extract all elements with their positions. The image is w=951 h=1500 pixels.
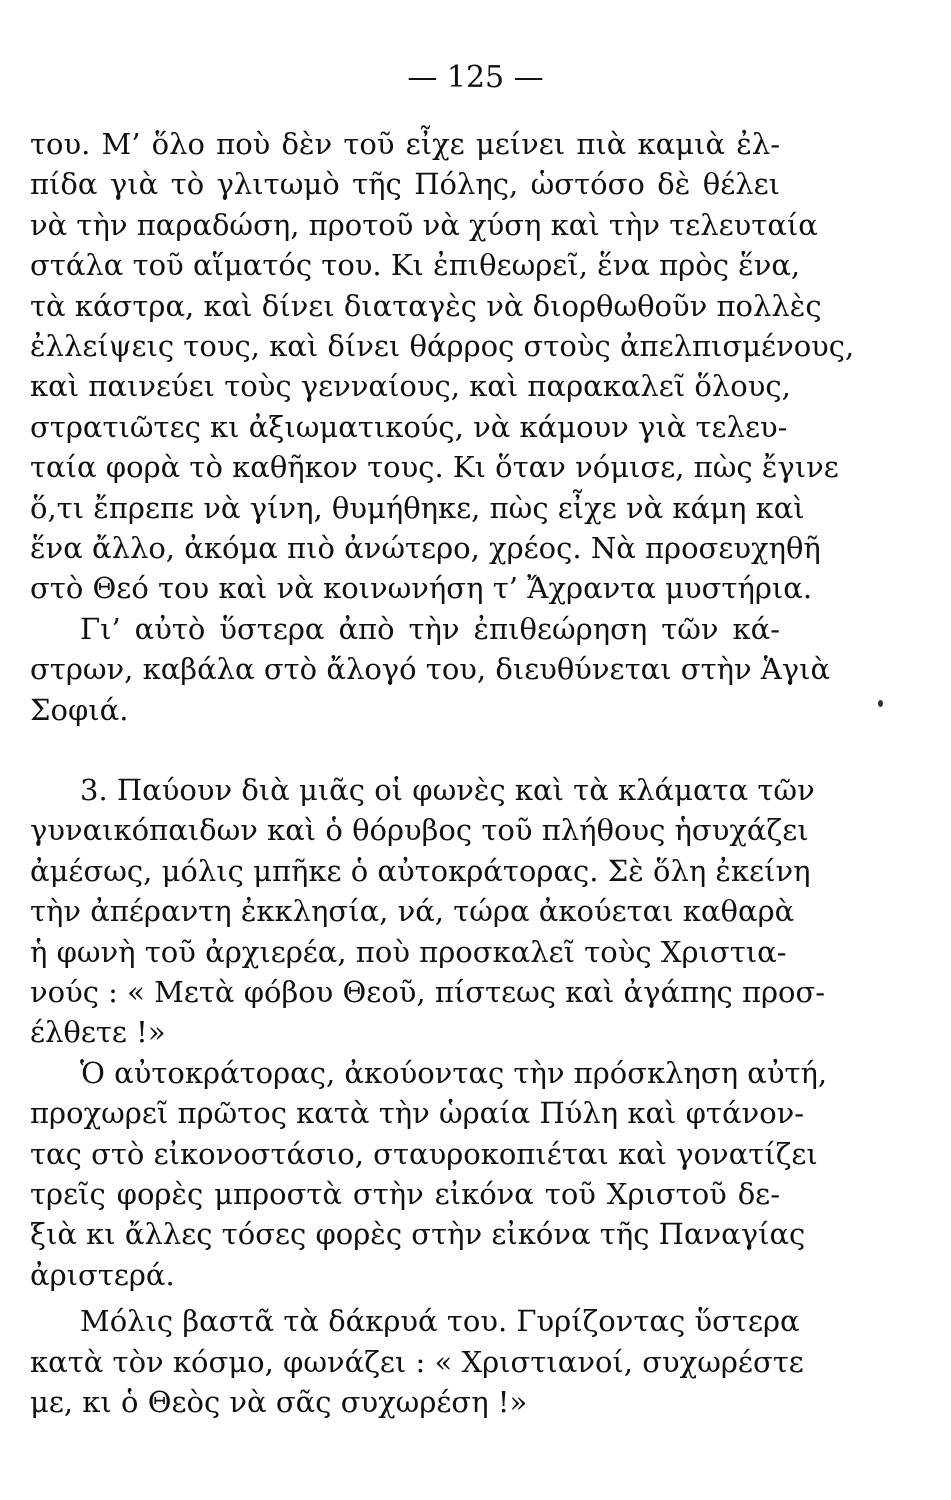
- text-line: καὶ παινεύει τοὺς γενναίους, καὶ παρακαλεῖ ὅλους,: [30, 369, 791, 403]
- text-line: πίδα γιὰ τὸ γλιτωμὸ τῆς Πόλης, ὡστόσο δὲ θέλει: [30, 167, 780, 201]
- text-line: ἐλλείψεις τους, καὶ δίνει θάρρος στοὺς ἀπελπισμένους,: [30, 329, 855, 363]
- text-line: νὰ τὴν παραδώση, προτοῦ νὰ χύση καὶ τὴν τελευταία: [30, 208, 818, 242]
- text-line: τὰ κάστρα, καὶ δίνει διαταγὲς νὰ διορθωθοῦν πολλὲς: [30, 289, 822, 323]
- text-line: έλθετε !»: [30, 1015, 166, 1049]
- text-line: προχωρεῖ πρῶτος κατὰ τὴν ὡραία Πύλη καὶ φτάνον-: [30, 1096, 805, 1130]
- text-line: στάλα τοῦ αἵματός του. Κι ἐπιθεωρεῖ, ἕνα πρὸς ἕνα,: [30, 248, 801, 282]
- text-line: ἕνα ἄλλο, ἀκόμα πιὸ ἀνώτερο, χρέος. Νὰ προσευχηθῆ: [30, 531, 821, 565]
- text-line: Μόλις βαστᾶ τὰ δάκρυά του. Γυρίζοντας ὕστερα: [80, 1304, 800, 1338]
- text-line: στρων, καβάλα στὸ ἄλογό του, διευθύνεται στὴν Ἁγιὰ: [30, 652, 831, 686]
- text-line: τρεῖς φορὲς μπροστὰ στὴν εἰκόνα τοῦ Χριστοῦ δε-: [30, 1177, 780, 1211]
- text-line: με, κι ὁ Θεὸς νὰ σᾶς συχωρέση !»: [30, 1385, 528, 1419]
- text-line: ἀμέσως, μόλις μπῆκε ὁ αὐτοκράτορας. Σὲ ὅλη ἐκείνη: [30, 854, 811, 888]
- text-line: του. Μ’ ὅλο ποὺ δὲν τοῦ εἶχε μείνει πιὰ καμιὰ ἐλ-: [30, 127, 780, 161]
- text-line: Γι’ αὐτὸ ὕστερα ἀπὸ τὴν ἐπιθεώρηση τῶν κά-: [80, 612, 780, 646]
- text-line: Ὁ αὐτοκράτορας, ἀκούοντας τὴν πρόσκληση αὐτή,: [80, 1056, 828, 1090]
- text-line: τὴν ἀπέραντη ἐκκλησία, νά, τώρα ἀκούεται καθαρὰ: [30, 894, 795, 928]
- text-line: ταία φορὰ τὸ καθῆκον τους. Κι ὅταν νόμισε, πὼς ἔγινε: [30, 450, 839, 484]
- text-line: Σοφιά.: [30, 693, 129, 727]
- text-line: γυναικόπαιδων καὶ ὁ θόρυβος τοῦ πλήθους ἡσυχάζει: [30, 813, 809, 847]
- text-line: στὸ Θεό του καὶ νὰ κοινωνήση τ’ Ἄχραντα μυστήρια.: [30, 571, 813, 605]
- text-line: ἀριστερά.: [30, 1258, 175, 1292]
- text-line: νούς : « Μετὰ φόβου Θεοῦ, πίστεως καὶ ἀγάπης προσ-: [30, 975, 826, 1009]
- page-number: — 125 —: [407, 60, 544, 95]
- text-line: 3. Παύουν διὰ μιᾶς οἱ φωνὲς καὶ τὰ κλάματα τῶν: [80, 773, 815, 807]
- text-line: τας στὸ εἰκονοστάσιο, σταυροκοπιέται καὶ γονατίζει: [30, 1137, 818, 1171]
- text-line: κατὰ τὸν κόσμο, φωνάζει : « Χριστιανοί, συχωρέστε: [30, 1345, 804, 1379]
- text-line: ἡ φωνὴ τοῦ ἀρχιερέα, ποὺ προσκαλεῖ τοὺς Χριστια-: [30, 935, 787, 969]
- text-line: στρατιῶτες κι ἀξιωματικούς, νὰ κάμουν γιὰ τελευ-: [30, 410, 788, 444]
- ink-speck: [878, 700, 883, 707]
- text-line: ξιὰ κι ἄλλες τόσες φορὲς στὴν εἰκόνα τῆς Παναγίας: [30, 1217, 806, 1251]
- text-line: ὅ,τι ἔπρεπε νὰ γίνη, θυμήθηκε, πὼς εἶχε νὰ κάμη καὶ: [30, 491, 805, 525]
